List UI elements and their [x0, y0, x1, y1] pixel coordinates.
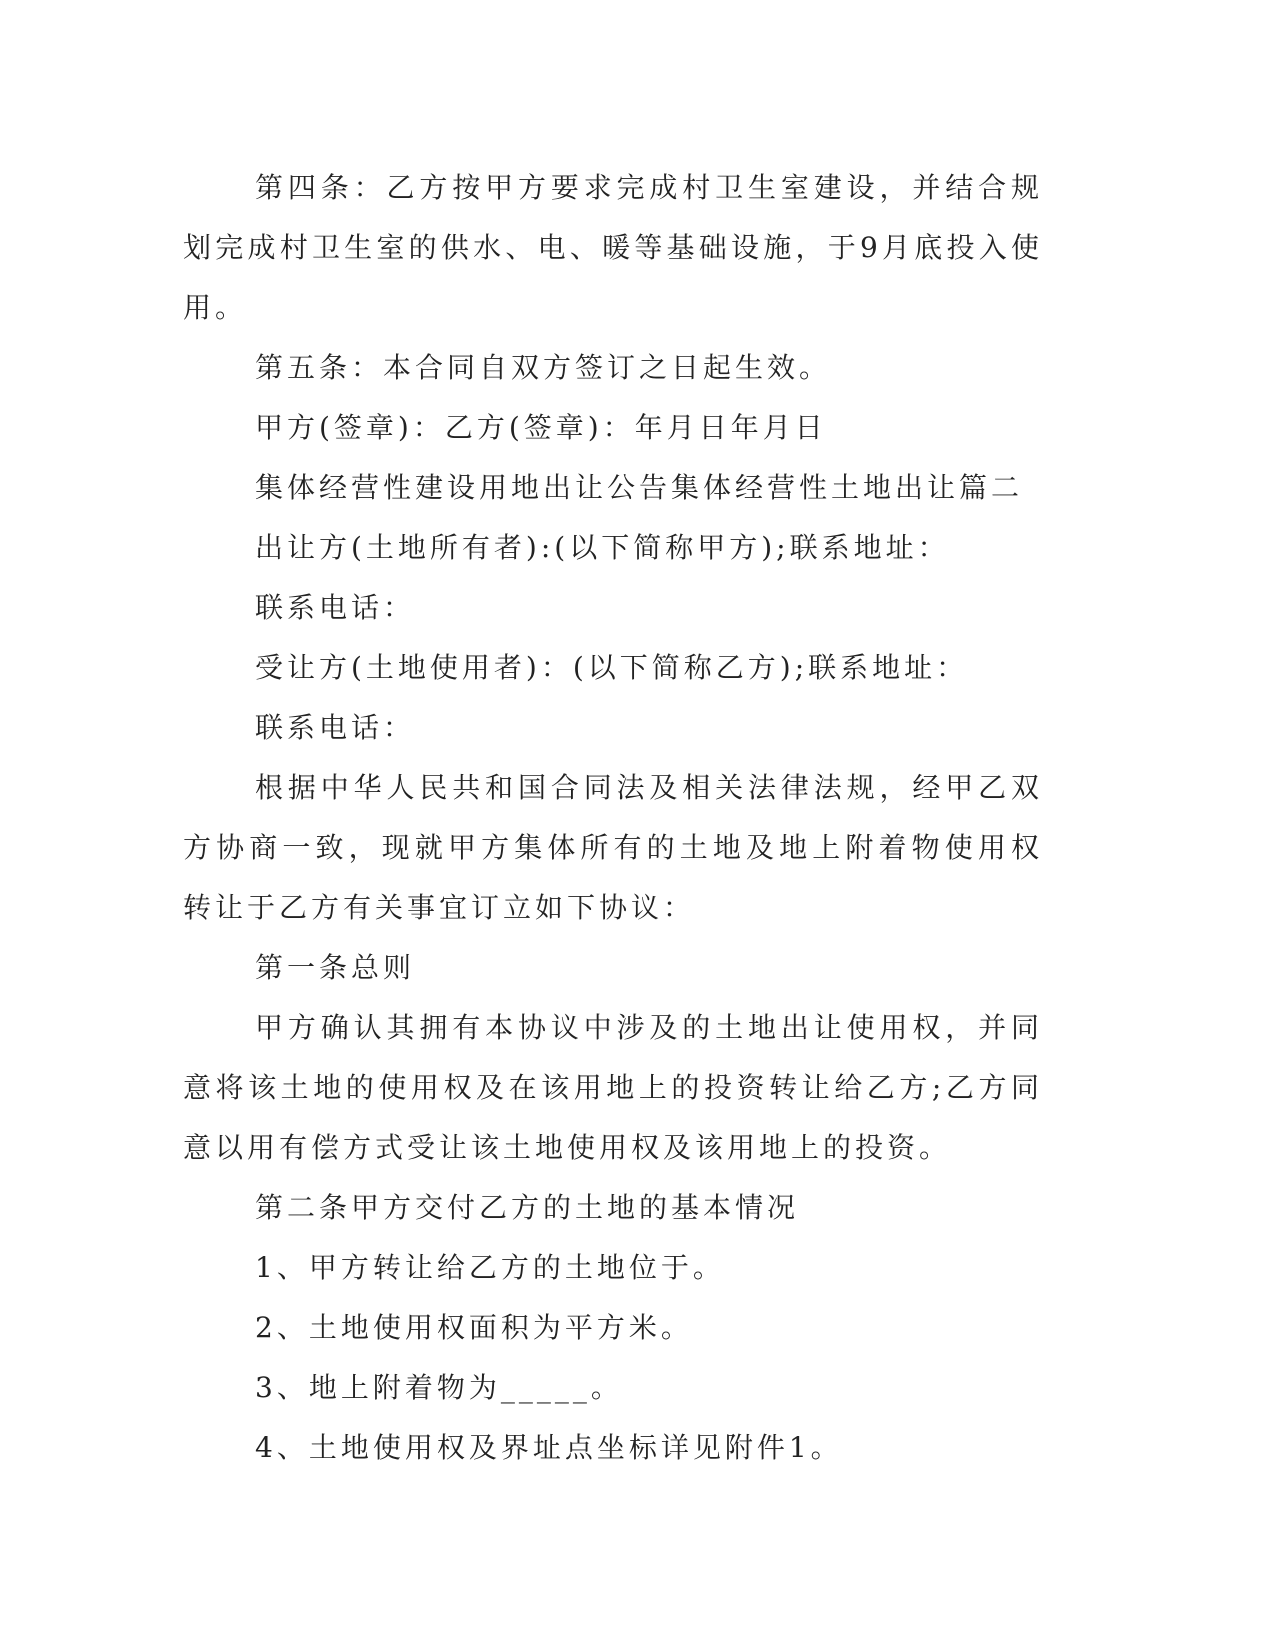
paragraph-signatures: 甲方(签章)：乙方(签章)：年月日年月日 — [255, 411, 827, 444]
document-body — [183, 158, 1043, 1478]
list-item-2: 2、土地使用权面积为平方米。 — [255, 1311, 693, 1344]
list-item-4: 4、土地使用权及界址点坐标详见附件1。 — [255, 1431, 843, 1464]
paragraph-transferor-phone: 联系电话： — [255, 591, 416, 624]
paragraph-preamble: 根据中华人民共和国合同法及相关法律法规，经甲乙双方协商一致，现就甲方集体所有的土地及地上附着物使用权转让于乙方有关事宜订立如下协议： — [183, 771, 1043, 924]
paragraph-article-5: 第五条：本合同自双方签订之日起生效。 — [255, 351, 832, 384]
paragraph-article-1-body: 甲方确认其拥有本协议中涉及的土地出让使用权，并同意将该土地的使用权及在该用地上的投资转让给乙方;乙方同意以用有偿方式受让该土地使用权及该用地上的投资。 — [183, 1011, 1043, 1164]
list-item-3: 3、地上附着物为_____。 — [255, 1371, 623, 1404]
paragraph-section-title: 集体经营性建设用地出让公告集体经营性土地出让篇二 — [255, 471, 1024, 504]
paragraph-transferee: 受让方(土地使用者)：(以下简称乙方);联系地址： — [255, 651, 969, 684]
paragraph-transferor: 出让方(土地所有者):(以下简称甲方);联系地址： — [255, 531, 950, 564]
paragraph-transferee-phone: 联系电话： — [255, 711, 416, 744]
paragraph-article-2-title: 第二条甲方交付乙方的土地的基本情况 — [255, 1191, 800, 1224]
list-item-1: 1、甲方转让给乙方的土地位于。 — [255, 1251, 725, 1284]
paragraph-article-4: 第四条：乙方按甲方要求完成村卫生室建设，并结合规划完成村卫生室的供水、电、暖等基础设施，于9月底投入使用。 — [183, 171, 1043, 324]
paragraph-article-1-title: 第一条总则 — [255, 951, 416, 984]
